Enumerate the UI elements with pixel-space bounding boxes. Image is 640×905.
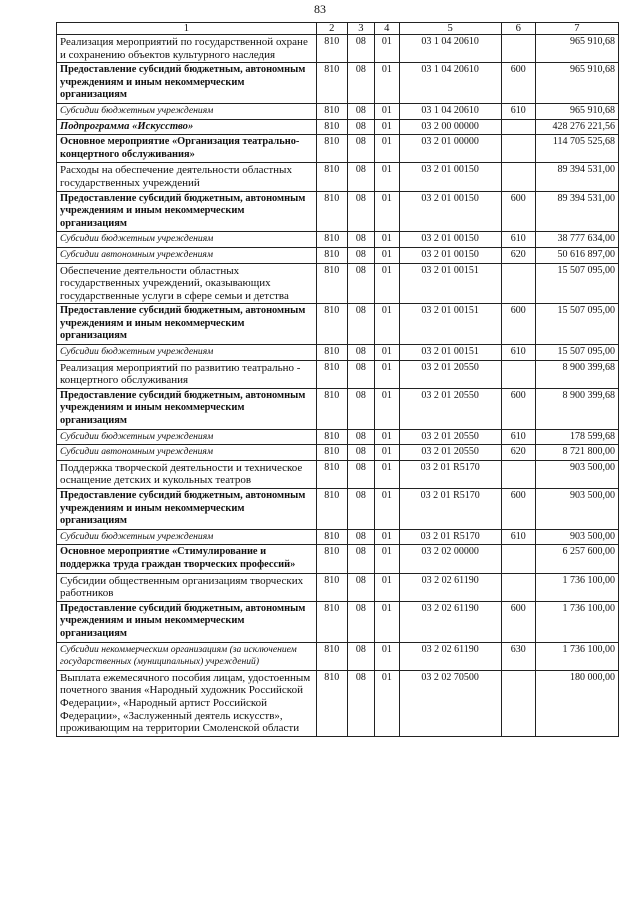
row-section-code: 08 <box>347 670 374 736</box>
row-expense-type-code <box>501 119 535 135</box>
row-section-code: 08 <box>347 35 374 63</box>
row-description: Предоставление субсидий бюджетным, автономным учреждениям и иным некоммерческим организациям <box>57 388 317 429</box>
table-row <box>57 135 619 163</box>
row-subsection-code: 01 <box>374 263 399 304</box>
row-target-article-code: 03 2 01 00150 <box>399 247 501 263</box>
row-description: Субсидии автономным учреждениям <box>57 445 317 461</box>
table-row <box>57 489 619 530</box>
row-subsection-code: 01 <box>374 103 399 119</box>
row-target-article-code: 03 1 04 20610 <box>399 103 501 119</box>
table-row <box>57 445 619 461</box>
row-section-code: 08 <box>347 247 374 263</box>
table-row <box>57 429 619 445</box>
row-amount: 15 507 095,00 <box>535 345 618 361</box>
row-target-article-code: 03 2 01 20550 <box>399 445 501 461</box>
row-ved-code: 810 <box>316 119 347 135</box>
row-section-code: 08 <box>347 545 374 573</box>
row-subsection-code: 01 <box>374 489 399 530</box>
row-section-code: 08 <box>347 232 374 248</box>
row-target-article-code: 03 2 01 00151 <box>399 345 501 361</box>
row-ved-code: 810 <box>316 573 347 601</box>
row-subsection-code: 01 <box>374 429 399 445</box>
row-section-code: 08 <box>347 445 374 461</box>
row-section-code: 08 <box>347 103 374 119</box>
row-description: Субсидии бюджетным учреждениям <box>57 345 317 361</box>
row-amount: 903 500,00 <box>535 489 618 530</box>
column-header: 6 <box>501 23 535 35</box>
row-amount: 903 500,00 <box>535 460 618 488</box>
row-amount: 180 000,00 <box>535 670 618 736</box>
row-expense-type-code: 610 <box>501 429 535 445</box>
row-ved-code: 810 <box>316 163 347 191</box>
row-amount: 89 394 531,00 <box>535 163 618 191</box>
table-row <box>57 232 619 248</box>
row-expense-type-code: 610 <box>501 232 535 248</box>
row-ved-code: 810 <box>316 247 347 263</box>
row-description: Субсидии бюджетным учреждениям <box>57 429 317 445</box>
row-section-code: 08 <box>347 191 374 232</box>
row-amount: 965 910,68 <box>535 63 618 104</box>
row-target-article-code: 03 2 01 00151 <box>399 263 501 304</box>
row-ved-code: 810 <box>316 360 347 388</box>
row-description: Предоставление субсидий бюджетным, автономным учреждениям и иным некоммерческим организациям <box>57 63 317 104</box>
page-number: 83 <box>314 2 326 16</box>
row-subsection-code: 01 <box>374 670 399 736</box>
row-subsection-code: 01 <box>374 163 399 191</box>
row-amount: 6 257 600,00 <box>535 545 618 573</box>
table-row <box>57 360 619 388</box>
row-section-code: 08 <box>347 429 374 445</box>
row-section-code: 08 <box>347 345 374 361</box>
row-ved-code: 810 <box>316 135 347 163</box>
row-amount: 38 777 634,00 <box>535 232 618 248</box>
row-description: Расходы на обеспечение деятельности областных государственных учреждений <box>57 163 317 191</box>
row-section-code: 08 <box>347 263 374 304</box>
row-expense-type-code <box>501 460 535 488</box>
row-subsection-code: 01 <box>374 460 399 488</box>
table-row <box>57 103 619 119</box>
row-section-code: 08 <box>347 163 374 191</box>
row-expense-type-code: 600 <box>501 191 535 232</box>
row-ved-code: 810 <box>316 103 347 119</box>
row-section-code: 08 <box>347 573 374 601</box>
row-ved-code: 810 <box>316 429 347 445</box>
row-target-article-code: 03 2 02 61190 <box>399 601 501 642</box>
table-row <box>57 601 619 642</box>
row-description: Субсидии бюджетным учреждениям <box>57 232 317 248</box>
row-expense-type-code: 610 <box>501 103 535 119</box>
row-expense-type-code <box>501 670 535 736</box>
row-expense-type-code <box>501 545 535 573</box>
row-amount: 8 900 399,68 <box>535 388 618 429</box>
table-row <box>57 460 619 488</box>
row-ved-code: 810 <box>316 445 347 461</box>
row-section-code: 08 <box>347 135 374 163</box>
row-subsection-code: 01 <box>374 545 399 573</box>
row-subsection-code: 01 <box>374 388 399 429</box>
table-row <box>57 119 619 135</box>
table-row <box>57 573 619 601</box>
row-ved-code: 810 <box>316 232 347 248</box>
row-description: Поддержка творческой деятельности и техническое оснащение детских и кукольных театров <box>57 460 317 488</box>
row-section-code: 08 <box>347 460 374 488</box>
row-description: Субсидии общественным организациям творческих работников <box>57 573 317 601</box>
row-description: Выплата ежемесячного пособия лицам, удостоенным почетного звания «Народный художник Российской Федерации», «Народный артист Российской Федерации», «Заслуженный деятель искусств», проживающим на территории Смоленской области <box>57 670 317 736</box>
row-target-article-code: 03 2 01 20550 <box>399 429 501 445</box>
row-section-code: 08 <box>347 304 374 345</box>
row-amount: 1 736 100,00 <box>535 601 618 642</box>
row-description: Реализация мероприятий по развитию театрально - концертного обслуживания <box>57 360 317 388</box>
row-ved-code: 810 <box>316 35 347 63</box>
row-section-code: 08 <box>347 489 374 530</box>
row-ved-code: 810 <box>316 345 347 361</box>
row-amount: 8 900 399,68 <box>535 360 618 388</box>
row-expense-type-code: 600 <box>501 489 535 530</box>
row-amount: 15 507 095,00 <box>535 263 618 304</box>
row-ved-code: 810 <box>316 304 347 345</box>
row-amount: 178 599,68 <box>535 429 618 445</box>
row-description: Основное мероприятие «Стимулирование и поддержка труда граждан творческих профессий» <box>57 545 317 573</box>
row-subsection-code: 01 <box>374 360 399 388</box>
row-subsection-code: 01 <box>374 345 399 361</box>
row-description: Субсидии бюджетным учреждениям <box>57 103 317 119</box>
row-description: Реализация мероприятий по государственной охране и сохранению объектов культурного наследия <box>57 35 317 63</box>
row-ved-code: 810 <box>316 191 347 232</box>
table-row <box>57 304 619 345</box>
row-subsection-code: 01 <box>374 247 399 263</box>
row-description: Подпрограмма «Искусство» <box>57 119 317 135</box>
row-subsection-code: 01 <box>374 445 399 461</box>
column-header: 4 <box>374 23 399 35</box>
column-header: 5 <box>399 23 501 35</box>
row-ved-code: 810 <box>316 670 347 736</box>
row-ved-code: 810 <box>316 489 347 530</box>
row-target-article-code: 03 2 01 20550 <box>399 360 501 388</box>
row-amount: 965 910,68 <box>535 103 618 119</box>
row-description: Субсидии некоммерческим организациям (за исключением государственных (муниципальных) учреждений) <box>57 642 317 670</box>
row-expense-type-code: 630 <box>501 642 535 670</box>
row-description: Предоставление субсидий бюджетным, автономным учреждениям и иным некоммерческим организациям <box>57 489 317 530</box>
row-target-article-code: 03 2 02 00000 <box>399 545 501 573</box>
row-amount: 114 705 525,68 <box>535 135 618 163</box>
row-ved-code: 810 <box>316 63 347 104</box>
row-amount: 903 500,00 <box>535 529 618 545</box>
row-expense-type-code: 620 <box>501 247 535 263</box>
row-target-article-code: 03 2 01 00151 <box>399 304 501 345</box>
row-description: Субсидии автономным учреждениям <box>57 247 317 263</box>
row-target-article-code: 03 2 02 61190 <box>399 642 501 670</box>
table-row <box>57 191 619 232</box>
row-target-article-code: 03 2 01 R5170 <box>399 529 501 545</box>
row-target-article-code: 03 1 04 20610 <box>399 35 501 63</box>
row-subsection-code: 01 <box>374 191 399 232</box>
row-target-article-code: 03 2 01 00150 <box>399 191 501 232</box>
row-section-code: 08 <box>347 529 374 545</box>
row-target-article-code: 03 1 04 20610 <box>399 63 501 104</box>
row-subsection-code: 01 <box>374 304 399 345</box>
table-row <box>57 529 619 545</box>
budget-table <box>56 22 619 737</box>
table-row <box>57 388 619 429</box>
row-target-article-code: 03 2 01 00000 <box>399 135 501 163</box>
row-description: Предоставление субсидий бюджетным, автономным учреждениям и иным некоммерческим организациям <box>57 191 317 232</box>
row-ved-code: 810 <box>316 529 347 545</box>
row-expense-type-code <box>501 360 535 388</box>
column-header: 1 <box>57 23 317 35</box>
column-header: 2 <box>316 23 347 35</box>
row-amount: 965 910,68 <box>535 35 618 63</box>
row-expense-type-code: 600 <box>501 63 535 104</box>
row-expense-type-code <box>501 573 535 601</box>
table-row <box>57 642 619 670</box>
row-target-article-code: 03 2 01 R5170 <box>399 460 501 488</box>
row-section-code: 08 <box>347 388 374 429</box>
row-amount: 1 736 100,00 <box>535 642 618 670</box>
row-subsection-code: 01 <box>374 119 399 135</box>
row-description: Субсидии бюджетным учреждениям <box>57 529 317 545</box>
row-subsection-code: 01 <box>374 642 399 670</box>
row-subsection-code: 01 <box>374 232 399 248</box>
table-row <box>57 163 619 191</box>
table-row <box>57 263 619 304</box>
row-ved-code: 810 <box>316 642 347 670</box>
row-amount: 428 276 221,56 <box>535 119 618 135</box>
row-expense-type-code: 610 <box>501 345 535 361</box>
row-subsection-code: 01 <box>374 135 399 163</box>
row-target-article-code: 03 2 01 R5170 <box>399 489 501 530</box>
row-section-code: 08 <box>347 63 374 104</box>
row-expense-type-code: 600 <box>501 388 535 429</box>
table-body <box>57 35 619 737</box>
table-row <box>57 545 619 573</box>
table-header-row <box>57 23 619 35</box>
row-subsection-code: 01 <box>374 601 399 642</box>
table-row <box>57 35 619 63</box>
row-target-article-code: 03 2 01 20550 <box>399 388 501 429</box>
table-row <box>57 345 619 361</box>
row-amount: 50 616 897,00 <box>535 247 618 263</box>
row-ved-code: 810 <box>316 263 347 304</box>
row-expense-type-code: 620 <box>501 445 535 461</box>
row-expense-type-code <box>501 263 535 304</box>
row-expense-type-code: 610 <box>501 529 535 545</box>
row-ved-code: 810 <box>316 388 347 429</box>
row-amount: 8 721 800,00 <box>535 445 618 461</box>
row-section-code: 08 <box>347 119 374 135</box>
row-ved-code: 810 <box>316 545 347 573</box>
row-expense-type-code: 600 <box>501 601 535 642</box>
row-expense-type-code: 600 <box>501 304 535 345</box>
row-section-code: 08 <box>347 360 374 388</box>
row-section-code: 08 <box>347 601 374 642</box>
row-amount: 1 736 100,00 <box>535 573 618 601</box>
row-ved-code: 810 <box>316 601 347 642</box>
row-subsection-code: 01 <box>374 573 399 601</box>
row-target-article-code: 03 2 00 00000 <box>399 119 501 135</box>
row-subsection-code: 01 <box>374 529 399 545</box>
row-description: Основное мероприятие «Организация театрально-концертного обслуживания» <box>57 135 317 163</box>
column-header: 7 <box>535 23 618 35</box>
row-target-article-code: 03 2 02 70500 <box>399 670 501 736</box>
row-section-code: 08 <box>347 642 374 670</box>
row-subsection-code: 01 <box>374 63 399 104</box>
row-description: Предоставление субсидий бюджетным, автономным учреждениям и иным некоммерческим организациям <box>57 304 317 345</box>
row-target-article-code: 03 2 01 00150 <box>399 163 501 191</box>
row-subsection-code: 01 <box>374 35 399 63</box>
column-header: 3 <box>347 23 374 35</box>
table-row <box>57 63 619 104</box>
row-expense-type-code <box>501 163 535 191</box>
row-expense-type-code <box>501 135 535 163</box>
table-row <box>57 247 619 263</box>
row-ved-code: 810 <box>316 460 347 488</box>
row-amount: 15 507 095,00 <box>535 304 618 345</box>
table-row <box>57 670 619 736</box>
row-target-article-code: 03 2 01 00150 <box>399 232 501 248</box>
row-description: Предоставление субсидий бюджетным, автономным учреждениям и иным некоммерческим организациям <box>57 601 317 642</box>
row-description: Обеспечение деятельности областных государственных учреждений, оказывающих государственные услуги в сфере семьи и детства <box>57 263 317 304</box>
row-amount: 89 394 531,00 <box>535 191 618 232</box>
row-target-article-code: 03 2 02 61190 <box>399 573 501 601</box>
row-expense-type-code <box>501 35 535 63</box>
